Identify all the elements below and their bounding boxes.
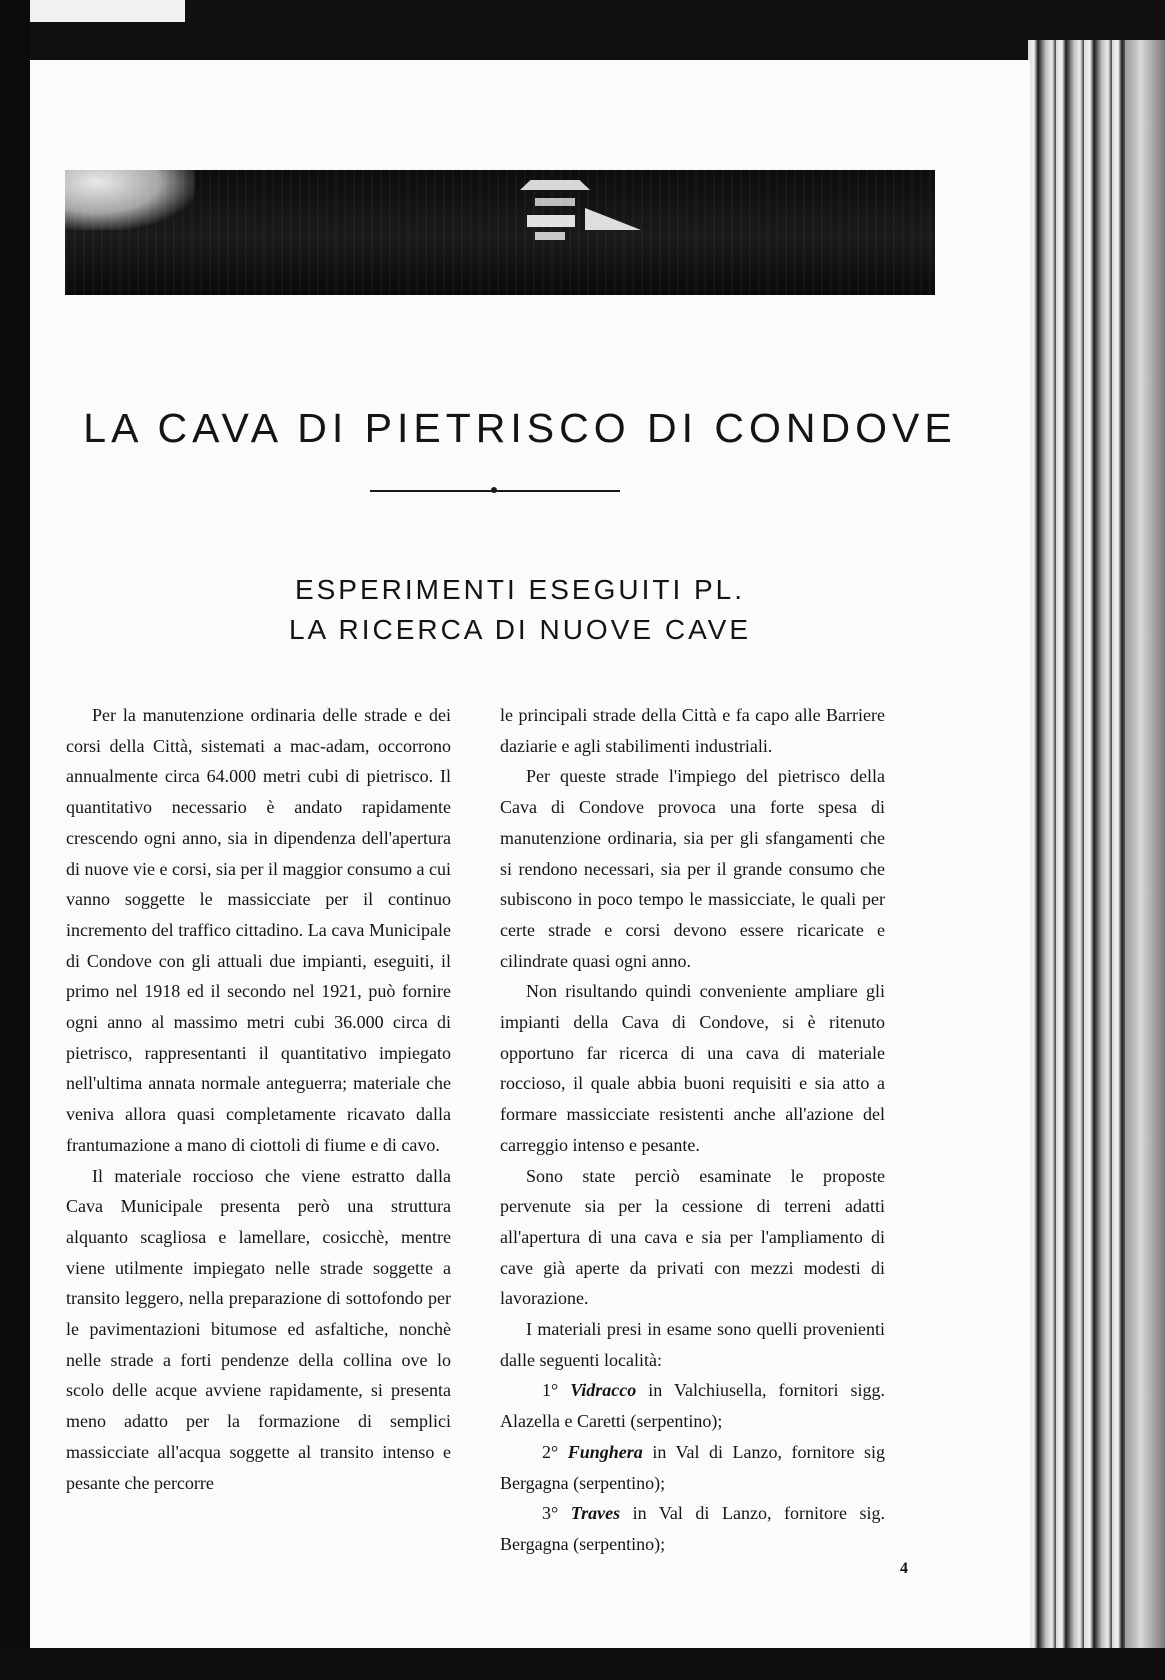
paragraph: Per queste strade l'impiego del pietrisco della Cava di Condove provoca una forte spesa di manutenzione ordinaria, sia per gli sfangamenti che si rendono necessari, sia per il grande consumo che subiscono in poco tempo le massicciate, le quali per certe strade e corsi devono essere ricaricate e cilindrate quasi ogni anno. — [500, 766, 885, 971]
list-item — [500, 1498, 885, 1559]
paragraph: I materiali presi in esame sono quelli provenienti dalle seguenti località: — [500, 1319, 885, 1370]
item-number: 1° — [542, 1380, 559, 1401]
item-text: in Valchiusella, fornitori sigg. Alazella e Caretti (serpentino); — [500, 1380, 885, 1432]
paragraph: Sono state perciò esaminate le proposte pervenute sia per la cessione di terreni adatti all'apertura di una cava e sia per l'ampliamento di cave già aperte da privati con mezzi modesti di lavorazione. — [500, 1165, 885, 1309]
page-title: LA CAVA DI PIETRISCO DI CONDOVE — [83, 405, 957, 451]
title-divider-dot — [491, 487, 497, 493]
left-column — [66, 700, 451, 1498]
item-text: in Val di Lanzo, fornitore sig Bergagna (serpentino); — [500, 1441, 886, 1493]
scan-border-left — [0, 0, 30, 1680]
header-photo — [65, 170, 935, 295]
list-item — [500, 1437, 885, 1498]
document-page — [30, 60, 1030, 1648]
paragraph: le principali strade della Città e fa capo alle Barriere daziarie e agli stabilimenti industriali. — [500, 705, 885, 756]
paragraph: Il materiale roccioso che viene estratto dalla Cava Municipale presenta però una struttura alquanto scagliosa e lamellare, cosicchè, mentre viene utilmente impiegato nelle strade soggette a transito leggero, nella preparazione di sottofondo per le pavimentazioni bitumose ed asfaltiche, nonchè nelle strade a forti pendenze della collina ove lo scolo delle acque avviene rapidamente, si presenta meno adatto per la formazione di semplici massicciate all'acqua soggette al transito intenso e pesante che percorre — [66, 1165, 451, 1493]
paragraph: Non risultando quindi conveniente ampliare gli impianti della Cava di Condove, si è ritenuto opportuno far ricerca di una cava di materiale roccioso, il quale abbia buoni requisiti e sia atto a formare massicciate resistenti anche all'azione del carreggio intenso e pesante. — [500, 981, 885, 1155]
item-place: Vidracco — [570, 1380, 637, 1401]
subtitle-line-1: ESPERIMENTI ESEGUITI PL. — [294, 574, 746, 605]
subtitle-line-2: LA RICERCA DI NUOVE CAVE — [288, 614, 752, 645]
item-number: 3° — [542, 1503, 559, 1524]
item-place: Funghera — [567, 1441, 643, 1462]
book-page-edges — [1028, 40, 1165, 1680]
item-number: 2° — [542, 1441, 559, 1462]
photo-texture — [65, 170, 935, 295]
page-number: 4 — [900, 1560, 908, 1577]
right-column — [500, 700, 885, 1560]
list-item — [500, 1375, 885, 1436]
item-place: Traves — [570, 1503, 621, 1524]
section-subtitle — [30, 570, 1010, 650]
paragraph: Per la manutenzione ordinaria delle strade e dei corsi della Città, sistemati a mac-adam, occorrono annualmente circa 64.000 metri cubi di pietrisco. Il quantitativo necessario è andato rapidamente crescendo ogni anno, sia in dipendenza dell'apertura di nuove vie e corsi, sia per il maggior consumo a cui vanno soggette le massicciate per il continuo incremento del traffico cittadino. La cava Municipale di Condove con gli attuali due impianti, eseguiti, il primo nel 1918 ed il secondo nel 1921, può fornire ogni anno al massimo metri cubi 36.000 circa di pietrisco, rappresentanti il quantitativo impiegato nell'ultima annata normale anteguerra; materiale che veniva allora quasi completamente ricavato dalla frantumazione a mano di ciottoli di fiume e di cavo. — [66, 705, 451, 1155]
scan-border-bottom — [0, 1648, 1165, 1680]
item-text: in Val di Lanzo, fornitore sig. Bergagna (serpentino); — [500, 1503, 886, 1554]
